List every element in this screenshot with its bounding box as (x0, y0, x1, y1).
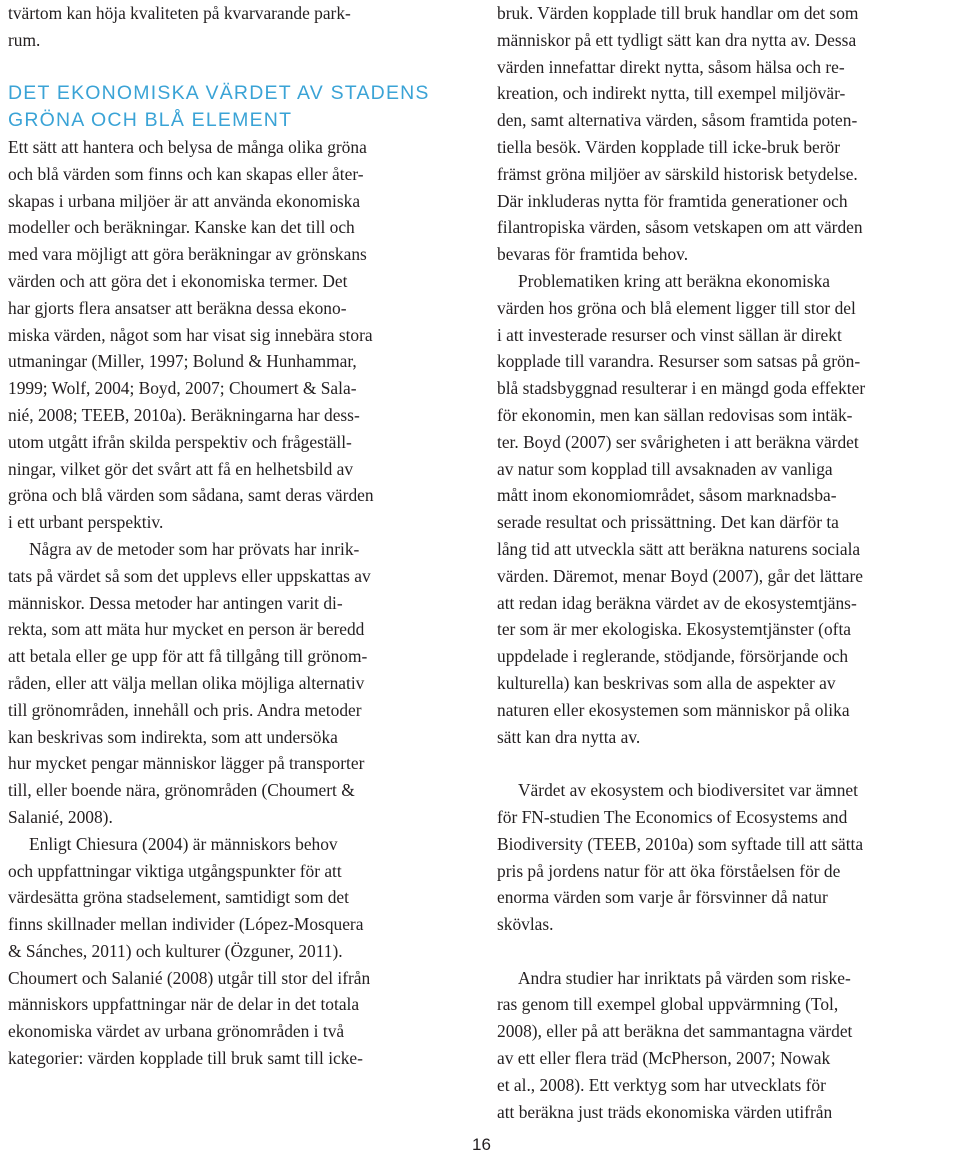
text-line: i ett urbant perspektiv. (8, 512, 164, 533)
paragraph (497, 777, 959, 938)
text-line: att betala eller ge upp för att få tillgång till grönom- (8, 646, 368, 667)
text-line: människor. Dessa metoder har antingen varit di- (8, 592, 343, 613)
text-line: rekta, som att mäta hur mycket en person är beredd (8, 619, 365, 640)
text-line: naturen eller ekosystemen som människor på olika (497, 699, 850, 720)
text-line: främst gröna miljöer av särskild historisk betydelse. (497, 163, 858, 184)
text-line: filantropiska värden, såsom vetskapen om att värden (497, 217, 863, 238)
text-line: kulturella) kan beskrivas som alla de aspekter av (497, 672, 836, 693)
text-line: Biodiversity (TEEB, 2010a) som syftade till att sätta (497, 833, 864, 854)
text-line: 1999; Wolf, 2004; Boyd, 2007; Choumert & Sala- (8, 378, 357, 399)
text-line: Salanié, 2008). (8, 806, 113, 827)
text-line: & Sánches, 2011) och kulturer (Özguner, 2011). (8, 940, 343, 961)
text-line: kreation, och indirekt nytta, till exempel miljövär- (497, 83, 846, 104)
section-heading (8, 80, 470, 134)
text-line: Choumert och Salanié (2008) utgår till stor del ifrån (8, 967, 371, 988)
text-line: rum. (8, 29, 41, 50)
text-line: tats på värdet så som det upplevs eller uppskattas av (8, 565, 371, 586)
text-line: Andra studier har inriktats på värden som riske- (518, 967, 851, 988)
text-line: skapas i urbana miljöer är att använda ekonomiska (8, 190, 361, 211)
paragraph-gap (497, 750, 959, 777)
text-line: enorma värden som varje år försvinner då natur (497, 887, 828, 908)
text-line: ras genom till exempel global uppvärmning (Tol, (497, 994, 839, 1015)
text-line: till grönområden, innehåll och pris. Andra metoder (8, 699, 362, 720)
left-column (8, 0, 470, 1072)
text-line: till, eller boende nära, grönområden (Choumert & (8, 780, 355, 801)
text-line: människors uppfattningar när de delar in det totala (8, 994, 360, 1015)
text-line: blå stadsbyggnad resulterar i en mängd goda effekter (497, 378, 866, 399)
text-line: tvärtom kan höja kvaliteten på kvarvarande park- (8, 3, 351, 23)
heading-line: DET EKONOMISKA VÄRDET AV STADENS (8, 82, 430, 105)
text-line: Ett sätt att hantera och belysa de många olika gröna (8, 136, 367, 157)
text-line: och uppfattningar viktiga utgångspunkter för att (8, 860, 342, 881)
text-line: värdesätta gröna stadselement, samtidigt som det (8, 887, 349, 908)
paragraph (8, 831, 470, 1072)
text-line: et al., 2008). Ett verktyg som har utvecklats för (497, 1074, 826, 1095)
text-line: har gjorts flera ansatser att beräkna dessa ekono- (8, 297, 347, 318)
text-line: lång tid att utveckla sätt att beräkna naturens sociala (497, 538, 861, 559)
text-line: bevaras för framtida behov. (497, 244, 689, 265)
text-line: 2008), eller på att beräkna det sammantagna värdet (497, 1021, 853, 1042)
text-line: i att investerade resurser och vinst sällan är direkt (497, 324, 842, 345)
text-line: med vara möjligt att göra beräkningar av grönskans (8, 244, 367, 265)
text-line: människor på ett tydligt sätt kan dra nytta av. Dessa (497, 29, 857, 50)
text-line: värden. Däremot, menar Boyd (2007), går det lättare (497, 565, 864, 586)
text-line: råden, eller att välja mellan olika möjliga alternativ (8, 672, 365, 693)
text-line: modeller och beräkningar. Kanske kan det till och (8, 217, 355, 238)
text-line: för ekonomin, men kan sällan redovisas som intäk- (497, 404, 853, 425)
text-line: av ett eller flera träd (McPherson, 2007; Nowak (497, 1048, 831, 1069)
text-line: Några av de metoder som har prövats har inrik- (29, 538, 360, 559)
intro-fragment (8, 0, 470, 54)
text-line: serade resultat och prissättning. Det kan därför ta (497, 512, 839, 533)
text-line: utmaningar (Miller, 1997; Bolund & Hunhammar, (8, 351, 357, 372)
text-line: gröna och blå värden som sådana, samt deras värden (8, 485, 374, 506)
text-line: ningar, vilket gör det svårt att få en helhetsbild av (8, 458, 354, 479)
text-line: att beräkna just träds ekonomiska värden utifrån (497, 1101, 833, 1122)
text-line: finns skillnader mellan individer (López-Mosquera (8, 914, 364, 935)
text-line: mått inom ekonomiområdet, såsom marknadsba- (497, 485, 837, 506)
text-line: utom utgått ifrån skilda perspektiv och frågeställ- (8, 431, 352, 452)
text-line: ekonomiska värdet av urbana grönområden i två (8, 1021, 345, 1042)
text-line: värden hos gröna och blå element ligger till stor del (497, 297, 856, 318)
text-line: Problematiken kring att beräkna ekonomiska (518, 270, 830, 291)
text-line: tiella besök. Värden kopplade till icke-bruk berör (497, 136, 841, 157)
text-line: värden och att göra det i ekonomiska termer. Det (8, 270, 348, 291)
text-line: pris på jordens natur för att öka förståelsen för de (497, 860, 841, 881)
text-line: värden innefattar direkt nytta, såsom hälsa och re- (497, 56, 845, 77)
text-line: hur mycket pengar människor lägger på transporter (8, 753, 365, 774)
text-line: ter. Boyd (2007) ser svårigheten i att beräkna värdet (497, 431, 859, 452)
paragraph (8, 134, 470, 536)
text-line: för FN-studien The Economics of Ecosystems and (497, 806, 848, 827)
text-line: sätt kan dra nytta av. (497, 726, 641, 747)
text-line: miska värden, något som har visat sig innebära stora (8, 324, 373, 345)
text-line: Värdet av ekosystem och biodiversitet var ämnet (518, 780, 858, 801)
text-line: den, samt alternativa värden, såsom framtida poten- (497, 110, 858, 131)
paragraph-gap (497, 938, 959, 965)
heading-line: GRÖNA OCH BLÅ ELEMENT (8, 109, 293, 132)
paragraph (8, 536, 470, 831)
text-line: kategorier: värden kopplade till bruk samt till icke- (8, 1048, 363, 1069)
paragraph (497, 0, 959, 268)
page-number: 16 (472, 1135, 491, 1154)
text-line: Där inkluderas nytta för framtida generationer och (497, 190, 848, 211)
text-line: och blå värden som finns och kan skapas eller åter- (8, 163, 364, 184)
text-line: skövlas. (497, 914, 554, 935)
text-line: kan beskrivas som indirekta, som att undersöka (8, 726, 338, 747)
right-column (497, 0, 959, 1125)
text-line: att redan idag beräkna värdet av de ekosystemtjäns- (497, 592, 857, 613)
paragraph (497, 268, 959, 750)
text-line: av natur som kopplad till avsaknaden av vanliga (497, 458, 833, 479)
paragraph (497, 965, 959, 1126)
text-line: bruk. Värden kopplade till bruk handlar om det som (497, 3, 859, 23)
section-gap (8, 54, 470, 81)
text-line: kopplade till varandra. Resurser som satsas på grön- (497, 351, 861, 372)
text-line: ter som är mer ekologiska. Ekosystemtjänster (ofta (497, 619, 851, 640)
text-line: Enligt Chiesura (2004) är människors behov (29, 833, 338, 854)
text-line: nié, 2008; TEEB, 2010a). Beräkningarna har dess- (8, 404, 360, 425)
text-line: uppdelade i reglerande, stödjande, försörjande och (497, 646, 849, 667)
